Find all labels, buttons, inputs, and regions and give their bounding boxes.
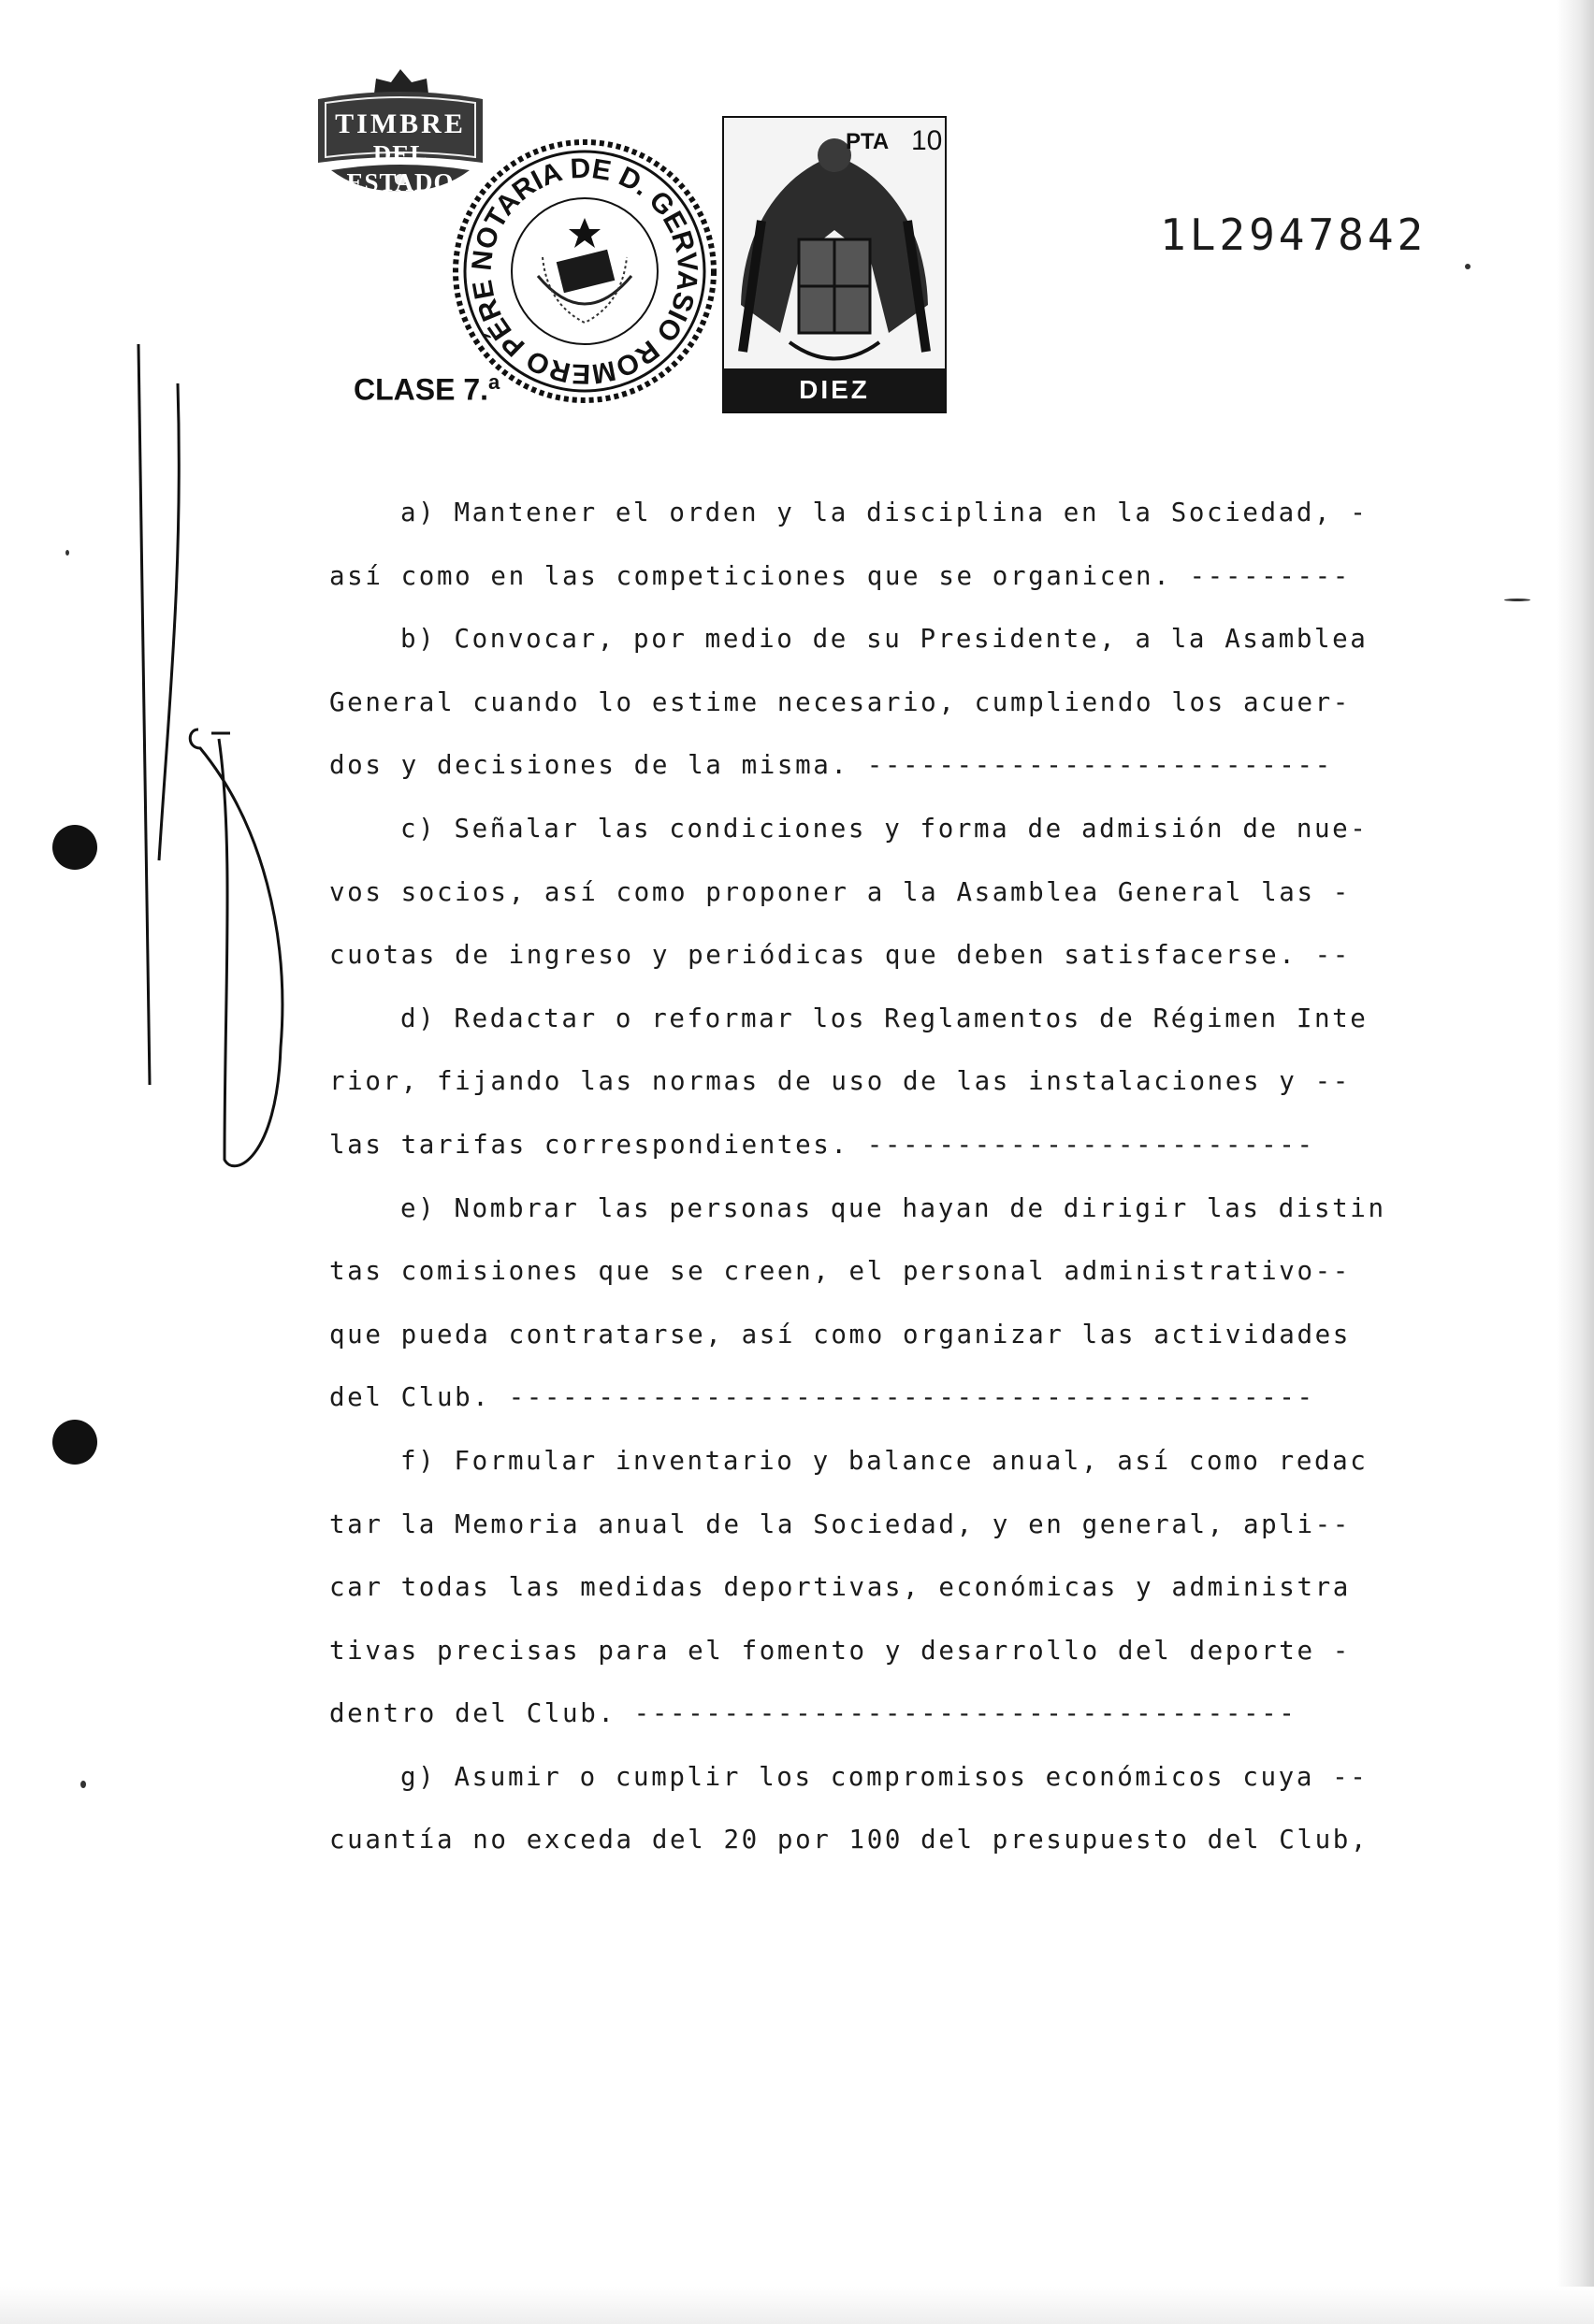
text-line-content: así como en las competiciones que se organicen. --------- [329, 560, 1351, 591]
text-line-content: dos y decisiones de la misma. -------------------------- [329, 750, 1333, 781]
text-line-content: d) Redactar o reformar los Reglamentos de Régimen Inte [400, 1003, 1369, 1033]
text-line-content: tivas precisas para el fomento y desarrollo del deporte - [329, 1635, 1351, 1666]
page-bottom-shadow [0, 2287, 1594, 2324]
text-line [329, 1556, 1414, 1620]
text-line [329, 1620, 1414, 1683]
text-line-content: General cuando lo estime necesario, cumpliendo los acuer- [329, 686, 1351, 717]
text-line [329, 1177, 1414, 1241]
class-label-text: CLASE 7. [354, 372, 489, 407]
text-line [329, 1809, 1414, 1872]
stamp-value: 10 [911, 125, 943, 156]
speck [1465, 264, 1471, 269]
class-label-suffix: a [488, 370, 500, 394]
text-line-content: a) Mantener el orden y la disciplina en la Sociedad, - [400, 498, 1369, 527]
text-line-content: car todas las medidas deportivas, económicas y administra [329, 1572, 1351, 1603]
timbre-line1: TIMBRE [335, 108, 466, 139]
text-line-content: e) Nombrar las personas que hayan de dirigir las distin [400, 1192, 1386, 1223]
punch-hole [52, 825, 97, 870]
text-line [329, 545, 1414, 609]
timbre-line2: DEL ESTADO [346, 140, 455, 196]
stamp-value-text: DIEZ PESETAS [724, 368, 945, 411]
text-line-content: cuantía no exceda del 20 por 100 del presupuesto del Club, [329, 1825, 1369, 1855]
text-line-content: del Club. --------------------------------------------- [329, 1382, 1315, 1413]
speck [80, 1781, 86, 1788]
text-line-content: f) Formular inventario y balance anual, así como redac [400, 1445, 1369, 1476]
margin-signature [122, 337, 309, 1178]
text-line-content: g) Asumir o cumplir los compromisos económicos cuya -- [400, 1761, 1369, 1792]
text-line-content: vos socios, así como proponer a la Asamblea General las - [329, 876, 1351, 907]
text-line [329, 671, 1414, 735]
text-line-content: tar la Memoria anual de la Sociedad, y en general, apli-- [329, 1508, 1351, 1539]
stamp-currency: PTA [846, 129, 890, 154]
text-line-content: cuotas de ingreso y periódicas que deben satisfacerse. -- [329, 940, 1351, 971]
text-line [329, 1366, 1414, 1430]
punch-hole [52, 1420, 97, 1465]
text-line [329, 1746, 1414, 1810]
text-line-content: c) Señalar las condiciones y forma de admisión de nue- [400, 813, 1369, 844]
fiscal-stamp-10-pesetas [722, 116, 947, 447]
text-line [329, 1050, 1414, 1114]
text-line [329, 1682, 1414, 1746]
text-line-content: rior, fijando las normas de uso de las instalaciones y -- [329, 1066, 1351, 1097]
seal-ring-text: NOTARIA DE D. GERVASIO ROMERO PÉRE [466, 152, 703, 390]
text-line-content: tas comisiones que se creen, el personal administrativo-- [329, 1256, 1351, 1287]
document-number: 1L2947842 [1160, 209, 1427, 260]
text-line [329, 988, 1414, 1051]
text-line-content: las tarifas correspondientes. ------------------------- [329, 1129, 1315, 1160]
text-line-content: b) Convocar, por medio de su Presidente, a la Asamblea [400, 624, 1369, 655]
notary-seal [449, 136, 720, 407]
class-label [354, 370, 500, 408]
text-line [329, 1494, 1414, 1557]
text-line [329, 1304, 1414, 1367]
text-line [329, 798, 1414, 861]
text-line [329, 608, 1414, 671]
text-line [329, 1114, 1414, 1177]
text-line [329, 924, 1414, 988]
document-body [329, 482, 1414, 1872]
text-line [329, 482, 1414, 545]
page-edge-shadow [1557, 0, 1594, 2324]
text-line-content: dentro del Club. ------------------------------------- [329, 1698, 1297, 1729]
text-line [329, 1240, 1414, 1304]
text-line-content: que pueda contratarse, así como organizar las actividades [329, 1319, 1351, 1350]
speck [65, 550, 69, 556]
text-line [329, 861, 1414, 925]
text-line [329, 1430, 1414, 1494]
text-line [329, 734, 1414, 798]
speck [1504, 599, 1530, 601]
